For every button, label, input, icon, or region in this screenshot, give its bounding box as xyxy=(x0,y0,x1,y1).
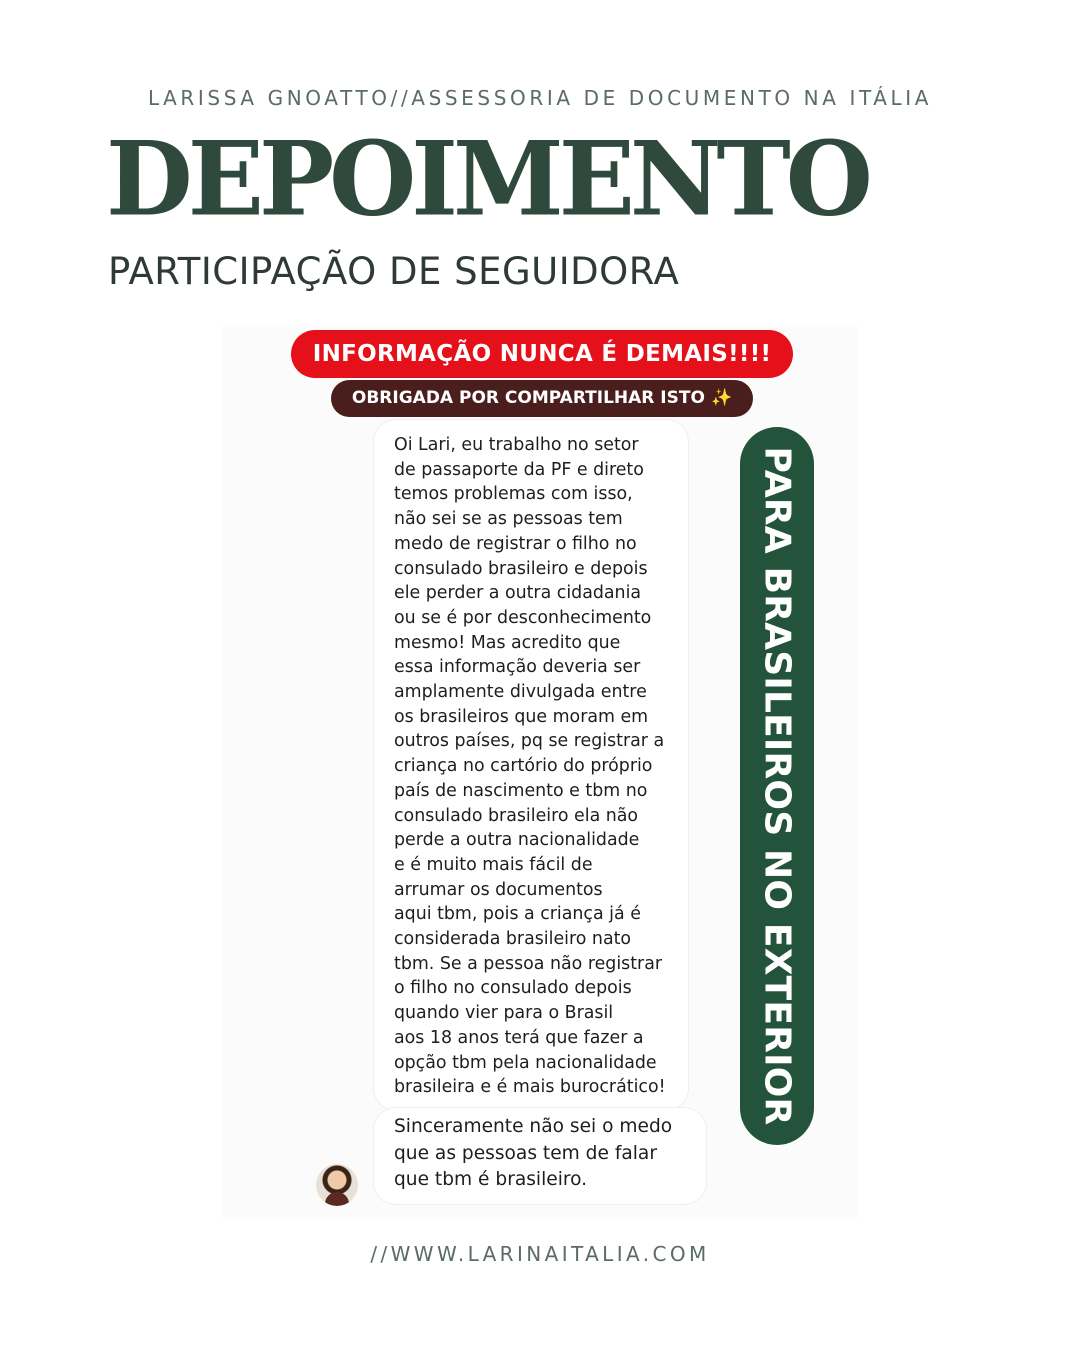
message-line: Sinceramente não sei o medo xyxy=(394,1116,673,1137)
message-line: país de nascimento e tbm no xyxy=(394,780,648,801)
message-line: perde a outra nacionalidade xyxy=(394,830,640,851)
message-line: ele perder a outra cidadania xyxy=(394,583,642,604)
message-bubble-main xyxy=(374,420,688,1110)
message-line: temos problemas com isso, xyxy=(394,484,633,505)
message-line: que tbm é brasileiro. xyxy=(394,1169,588,1190)
banner-red-text: INFORMAÇÃO NUNCA É DEMAIS!!!! xyxy=(312,341,772,367)
page-title: DEPOIMENTO xyxy=(106,118,868,240)
message-line: que as pessoas tem de falar xyxy=(394,1142,657,1164)
message-line: ou se é por desconhecimento xyxy=(394,607,652,628)
brand-line: LARISSA GNOATTO//ASSESSORIA DE DOCUMENTO NA ITÁLIA xyxy=(147,86,933,110)
page-subtitle: PARTICIPAÇÃO DE SEGUIDORA xyxy=(108,250,680,293)
message-line: aos 18 anos terá que fazer a xyxy=(394,1027,644,1048)
message-line: quando vier para o Brasil xyxy=(394,1003,614,1024)
message-line: consulado brasileiro ela não xyxy=(394,805,639,826)
message-line: consulado brasileiro e depois xyxy=(394,558,648,579)
message-line: e é muito mais fácil de xyxy=(394,854,593,875)
message-line: mesmo! Mas acredito que xyxy=(394,632,621,653)
message-line: aqui tbm, pois a criança já é xyxy=(394,904,641,925)
message-line: considerada brasileiro nato xyxy=(394,929,632,950)
sparkles-icon: ✨ xyxy=(710,388,733,408)
banner-dark xyxy=(331,380,753,417)
message-line: arrumar os documentos xyxy=(394,879,603,900)
side-label-text: PARA BRASILEIROS NO EXTERIOR xyxy=(756,446,798,1126)
message-line: o filho no consulado depois xyxy=(394,978,632,999)
message-line: criança no cartório do próprio xyxy=(394,756,653,777)
side-label-pill xyxy=(740,427,814,1145)
avatar-figure xyxy=(325,1192,349,1206)
message-line: brasileira e é mais burocrático! xyxy=(394,1077,666,1098)
message-line: os brasileiros que moram em xyxy=(394,706,649,727)
banner-red xyxy=(291,330,793,378)
banner-dark-text: OBRIGADA POR COMPARTILHAR ISTO xyxy=(351,388,705,408)
message-bubble-second xyxy=(374,1108,706,1204)
message-line: Oi Lari, eu trabalho no setor xyxy=(394,435,639,455)
avatar xyxy=(316,1164,358,1206)
message-line: amplamente divulgada entre xyxy=(394,682,647,703)
message-line: de passaporte da PF e direto xyxy=(394,459,644,480)
message-line: opção tbm pela nacionalidade xyxy=(394,1052,657,1073)
website-link[interactable]: //WWW.LARINAITALIA.COM xyxy=(370,1242,710,1266)
message-line: essa informação deveria ser xyxy=(394,657,641,678)
message-line: outros países, pq se registrar a xyxy=(394,731,665,752)
message-line: medo de registrar o filho no xyxy=(394,533,637,554)
message-line: não sei se as pessoas tem xyxy=(394,509,623,530)
message-line: tbm. Se a pessoa não registrar xyxy=(394,953,663,974)
